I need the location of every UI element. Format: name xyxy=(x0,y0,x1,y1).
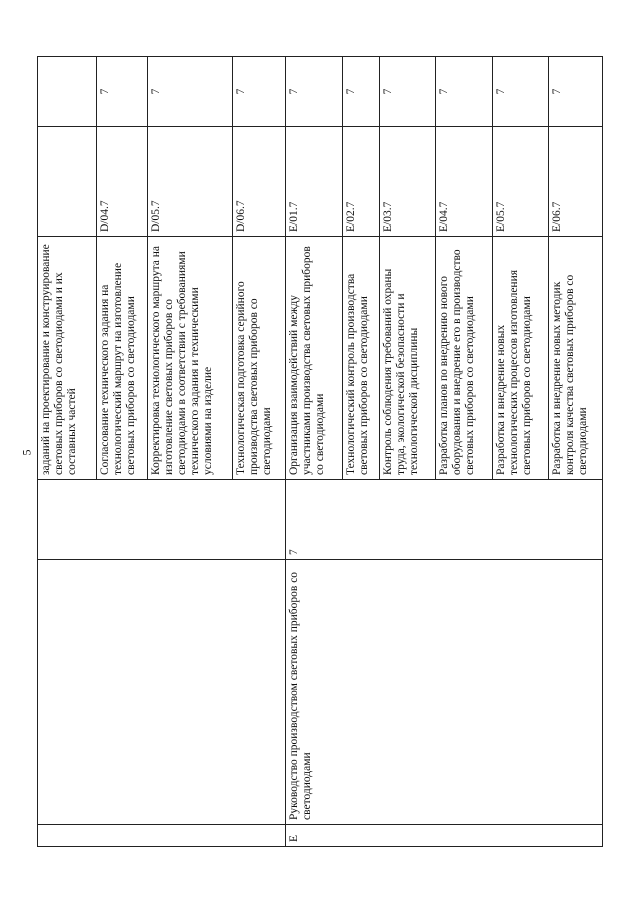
function-level: 7 xyxy=(548,57,602,127)
function-name: Технологическая подготовка серийного производства световых приборов со светодиодами xyxy=(232,237,286,480)
table-row xyxy=(286,57,342,847)
function-name: Разработка и внедрение новых технологических процессов изготовления световых приборов со светодиодами xyxy=(492,237,548,480)
section-code: E xyxy=(286,825,603,847)
function-level: 7 xyxy=(436,57,492,127)
function-code: E/06.7 xyxy=(548,127,602,237)
function-name: Согласование технического задания на технологический маршрут на изготовление световых приборов со светодиодами xyxy=(96,237,148,480)
function-code: D/04.7 xyxy=(96,127,148,237)
function-code: E/02.7 xyxy=(342,127,380,237)
function-code: D/05.7 xyxy=(148,127,232,237)
function-name: Контроль соблюдения требований охраны труда, экологической безопасности и технологической дисциплины xyxy=(380,237,436,480)
function-code: D/06.7 xyxy=(232,127,286,237)
function-level: 7 xyxy=(96,57,148,127)
function-level: 7 xyxy=(232,57,286,127)
section-name: Руководство производством световых приборов со светодиодами xyxy=(286,560,603,825)
function-name: Разработка планов по внедрению нового оборудования и внедрение его в производство световых приборов со светодиодами xyxy=(436,237,492,480)
table-row xyxy=(38,57,97,847)
function-name: Технологический контроль производства световых приборов со светодиодами xyxy=(342,237,380,480)
function-level: 7 xyxy=(286,57,342,127)
function-level: 7 xyxy=(380,57,436,127)
rotated-table-container xyxy=(37,57,603,847)
function-code: E/04.7 xyxy=(436,127,492,237)
function-level: 7 xyxy=(342,57,380,127)
function-name: Разработка и внедрение новых методик контроля качества световых приборов со светодиодами xyxy=(548,237,602,480)
function-code: E/01.7 xyxy=(286,127,342,237)
function-name: Организация взаимодействий между участниками производства световых приборов со светодиодами xyxy=(286,237,342,480)
function-level: 7 xyxy=(148,57,232,127)
function-code: E/05.7 xyxy=(492,127,548,237)
function-level: 7 xyxy=(492,57,548,127)
continued-function: заданий на проектирование и конструирование световых приборов со светодиодами и их составных частей xyxy=(38,237,97,480)
function-code: E/03.7 xyxy=(380,127,436,237)
page-number: 5 xyxy=(19,449,34,456)
functions-table xyxy=(37,56,603,847)
function-name: Корректировка технологического маршрута на изготовление световых приборов со светодиодами в соответствии с требованиями технического задания и техническими условиями на изделие xyxy=(148,237,232,480)
section-level: 7 xyxy=(286,480,603,560)
